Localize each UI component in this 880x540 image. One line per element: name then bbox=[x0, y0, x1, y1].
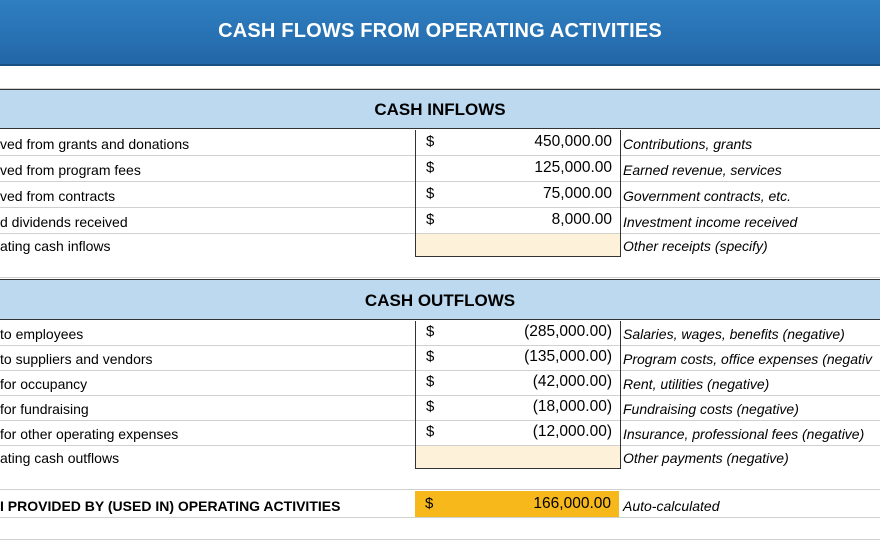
amount-cell[interactable] bbox=[415, 346, 621, 371]
amount-cell[interactable] bbox=[415, 396, 621, 421]
table-row[interactable] bbox=[0, 130, 880, 156]
amount-cell[interactable] bbox=[415, 156, 621, 182]
row-note: Salaries, wages, benefits (negative) bbox=[623, 326, 845, 342]
dollar-sign: $ bbox=[426, 211, 435, 228]
row-label: ating cash inflows bbox=[0, 238, 111, 254]
total-label: I PROVIDED BY (USED IN) OPERATING ACTIVITIES bbox=[0, 498, 341, 514]
amount-cell[interactable] bbox=[415, 371, 621, 396]
blank-row bbox=[0, 66, 880, 89]
amount-cell[interactable] bbox=[415, 321, 621, 346]
row-label: to employees bbox=[0, 326, 84, 342]
dollar-sign: $ bbox=[426, 423, 435, 440]
blank-row bbox=[0, 518, 880, 540]
other-outflows-input-cell[interactable] bbox=[415, 446, 621, 469]
row-note: Other payments (negative) bbox=[623, 450, 789, 466]
row-note: Insurance, professional fees (negative) bbox=[623, 426, 865, 442]
total-note: Auto-calculated bbox=[623, 498, 720, 514]
row-note: Earned revenue, services bbox=[623, 162, 782, 178]
blank-row bbox=[0, 469, 880, 490]
row-label: to suppliers and vendors bbox=[0, 351, 153, 367]
row-label: d dividends received bbox=[0, 214, 128, 230]
amount-cell[interactable] bbox=[415, 182, 621, 208]
cash-outflows-title: CASH OUTFLOWS bbox=[364, 291, 516, 310]
amount-value: 125,000.00 bbox=[534, 159, 612, 176]
table-row[interactable] bbox=[0, 182, 880, 208]
table-row[interactable] bbox=[0, 208, 880, 234]
amount-cell[interactable] bbox=[415, 421, 621, 446]
row-label: ating cash outflows bbox=[0, 450, 120, 466]
table-row[interactable] bbox=[0, 321, 880, 346]
amount-cell[interactable] bbox=[415, 208, 621, 234]
table-row[interactable] bbox=[0, 234, 880, 257]
row-note: Investment income received bbox=[623, 214, 798, 230]
table-row[interactable] bbox=[0, 396, 880, 421]
title-banner bbox=[0, 0, 880, 66]
cash-inflows-header bbox=[0, 89, 880, 129]
dollar-sign: $ bbox=[426, 323, 435, 340]
row-label: ved from grants and donations bbox=[0, 136, 190, 152]
cash-outflows-header bbox=[0, 279, 880, 320]
table-row[interactable] bbox=[0, 446, 880, 469]
amount-value: (135,000.00) bbox=[524, 348, 612, 365]
table-row[interactable] bbox=[0, 346, 880, 371]
other-inflows-input-cell[interactable] bbox=[415, 234, 621, 257]
page-title: CASH FLOWS FROM OPERATING ACTIVITIES bbox=[218, 20, 662, 42]
amount-value: (285,000.00) bbox=[524, 323, 612, 340]
row-note: Program costs, office expenses (negativ bbox=[623, 351, 873, 367]
dollar-sign: $ bbox=[426, 348, 435, 365]
dollar-sign: $ bbox=[426, 398, 435, 415]
dollar-sign: $ bbox=[425, 495, 434, 512]
amount-value: 450,000.00 bbox=[534, 133, 612, 150]
row-label: for other operating expenses bbox=[0, 426, 179, 442]
row-label: ved from program fees bbox=[0, 162, 141, 178]
dollar-sign: $ bbox=[426, 159, 435, 176]
row-note: Fundraising costs (negative) bbox=[623, 401, 799, 417]
dollar-sign: $ bbox=[426, 133, 435, 150]
amount-value: (42,000.00) bbox=[532, 373, 612, 390]
row-note: Contributions, grants bbox=[623, 136, 753, 152]
table-row[interactable] bbox=[0, 371, 880, 396]
amount-value: (12,000.00) bbox=[532, 423, 612, 440]
row-note: Rent, utilities (negative) bbox=[623, 376, 770, 392]
row-note: Government contracts, etc. bbox=[623, 188, 792, 204]
amount-cell[interactable] bbox=[415, 130, 621, 156]
table-row[interactable] bbox=[0, 156, 880, 182]
row-label: for fundraising bbox=[0, 401, 89, 417]
cash-inflows-title: CASH INFLOWS bbox=[374, 100, 506, 119]
row-label: ved from contracts bbox=[0, 188, 116, 204]
dollar-sign: $ bbox=[426, 185, 435, 202]
amount-value: 8,000.00 bbox=[551, 211, 612, 228]
amount-value: 75,000.00 bbox=[543, 185, 612, 202]
blank-row bbox=[0, 257, 880, 278]
total-amount-cell[interactable] bbox=[415, 491, 619, 517]
row-note: Other receipts (specify) bbox=[623, 238, 768, 254]
total-amount-value: 166,000.00 bbox=[533, 495, 611, 512]
row-label: for occupancy bbox=[0, 376, 88, 392]
table-row[interactable] bbox=[0, 421, 880, 446]
amount-value: (18,000.00) bbox=[532, 398, 612, 415]
dollar-sign: $ bbox=[426, 373, 435, 390]
total-row[interactable] bbox=[0, 491, 880, 518]
